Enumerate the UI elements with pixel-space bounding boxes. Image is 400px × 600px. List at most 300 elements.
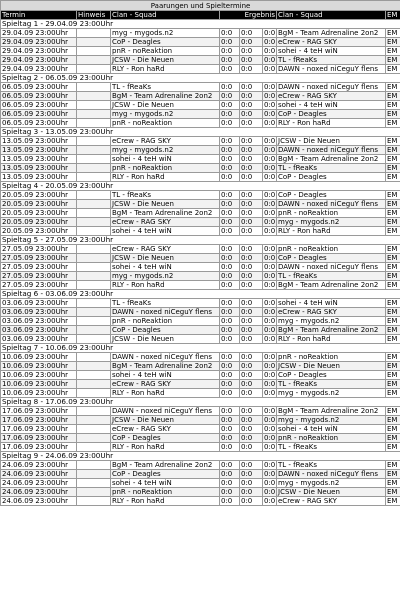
match-row [1,92,400,101]
home-clan-link[interactable]: CoP - Deagles [111,470,220,479]
match-date: 03.06.09 23:00Uhr [1,326,77,335]
match-hinweis [77,110,111,119]
match-hinweis [77,92,111,101]
score-map1: 0:0 [220,101,240,110]
em-label: EM [386,470,400,479]
score-map2: 0:0 [240,470,263,479]
matchday-header-row [1,20,400,29]
match-row [1,56,400,65]
score-map1: 0:0 [220,92,240,101]
match-date: 29.04.09 23:00Uhr [1,65,77,74]
home-clan-link[interactable]: myg - mygods.n2 [111,29,220,38]
em-label: EM [386,416,400,425]
home-clan-link[interactable]: JCSW - Die Neuen [111,101,220,110]
match-hinweis [77,146,111,155]
score-total: 0:0 [264,353,276,361]
away-clan-link[interactable]: pnR - noReaktion [277,434,386,443]
home-clan-link[interactable]: pnR - noReaktion [111,47,220,56]
match-hinweis [77,389,111,398]
score-map1: 0:0 [220,155,240,164]
score-map1: 0:0 [220,209,240,218]
away-clan-link[interactable]: DAWN - noxed niCeguY flens [277,200,386,209]
match-date: 13.05.09 23:00Uhr [1,164,77,173]
match-date: 29.04.09 23:00Uhr [1,56,77,65]
away-clan-link[interactable]: BgM - Team Adrenaline 2on2 [277,407,386,416]
match-row [1,380,400,389]
score-map2: 0:0 [240,308,263,317]
home-clan-link[interactable]: RLY - Ron haRd [111,443,220,452]
match-hinweis [77,263,111,272]
score-total: 0:0 [264,497,276,505]
home-clan-link[interactable]: eCrew - RAG SKY [111,137,220,146]
match-date: 17.06.09 23:00Uhr [1,416,77,425]
match-date: 24.06.09 23:00Uhr [1,470,77,479]
away-clan-link[interactable]: RLY - Ron haRd [277,119,386,128]
match-row [1,479,400,488]
away-clan-link[interactable]: JCSW - Die Neuen [277,137,386,146]
match-row [1,263,400,272]
score-map2: 0:0 [240,407,263,416]
away-clan-link[interactable]: eCrew - RAG SKY [277,308,386,317]
match-date: 24.06.09 23:00Uhr [1,488,77,497]
score-map2: 0:0 [240,65,263,74]
away-clan-link[interactable]: pnR - noReaktion [277,209,386,218]
score-total: 0:0 [264,101,276,109]
em-label: EM [386,209,400,218]
home-clan-link[interactable]: TL - fReaKs [111,191,220,200]
score-map1: 0:0 [220,434,240,443]
score-map1: 0:0 [220,497,240,506]
matchday-title: Spieltag 5 - 27.05.09 23:00Uhr [1,236,400,245]
match-row [1,218,400,227]
score-map2: 0:0 [240,263,263,272]
match-date: 13.05.09 23:00Uhr [1,155,77,164]
score-map2: 0:0 [240,38,263,47]
home-clan-link[interactable]: JCSW - Die Neuen [111,335,220,344]
score-map2: 0:0 [240,92,263,101]
score-map1: 0:0 [220,380,240,389]
score-total: 0:0 [264,470,276,478]
match-date: 03.06.09 23:00Uhr [1,308,77,317]
em-label: EM [386,317,400,326]
match-date: 27.05.09 23:00Uhr [1,272,77,281]
away-clan-link[interactable]: DAWN - noxed niCeguY flens [277,263,386,272]
home-clan-link[interactable]: DAWN - noxed niCeguY flens [111,407,220,416]
away-clan-link[interactable]: RLY - Ron haRd [277,227,386,236]
away-clan-link[interactable]: eCrew - RAG SKY [277,38,386,47]
match-row [1,254,400,263]
match-hinweis [77,281,111,290]
away-clan-link[interactable]: TL - fReaKs [277,380,386,389]
col-header-clan2: Clan - Squad [277,11,386,20]
home-clan-link[interactable]: RLY - Ron haRd [111,497,220,506]
home-clan-link[interactable]: TL - fReaKs [111,299,220,308]
score-total: 0:0 [264,380,276,388]
score-total: 0:0 [264,425,276,433]
col-header-clan1: Clan - Squad [111,11,220,20]
match-hinweis [77,488,111,497]
score-total: 0:0 [264,56,276,64]
match-date: 17.06.09 23:00Uhr [1,443,77,452]
score-map2: 0:0 [240,479,263,488]
em-label: EM [386,326,400,335]
matchday-title: Spieltag 8 - 17.06.09 23:00Uhr [1,398,400,407]
score-map2: 0:0 [240,326,263,335]
away-clan-link[interactable]: BgM - Team Adrenaline 2on2 [277,155,386,164]
match-date: 29.04.09 23:00Uhr [1,47,77,56]
score-total: 0:0 [264,38,276,46]
score-map2: 0:0 [240,488,263,497]
score-map2: 0:0 [240,497,263,506]
away-clan-link[interactable]: DAWN - noxed niCeguY flens [277,470,386,479]
home-clan-link[interactable]: pnR - noReaktion [111,164,220,173]
score-total: 0:0 [264,407,276,415]
away-clan-link[interactable]: sohei - 4 teH wiN [277,425,386,434]
away-clan-link[interactable]: sohei - 4 teH wiN [277,101,386,110]
match-date: 20.05.09 23:00Uhr [1,227,77,236]
score-total: 0:0 [264,65,276,73]
match-hinweis [77,353,111,362]
home-clan-link[interactable]: RLY - Ron haRd [111,173,220,182]
match-hinweis [77,191,111,200]
match-date: 27.05.09 23:00Uhr [1,263,77,272]
home-clan-link[interactable]: RLY - Ron haRd [111,65,220,74]
score-map2: 0:0 [240,245,263,254]
match-hinweis [77,362,111,371]
score-map2: 0:0 [240,173,263,182]
match-date: 10.06.09 23:00Uhr [1,380,77,389]
match-hinweis [77,137,111,146]
score-map1: 0:0 [220,173,240,182]
score-map1: 0:0 [220,479,240,488]
em-label: EM [386,56,400,65]
match-date: 17.06.09 23:00Uhr [1,425,77,434]
score-map1: 0:0 [220,119,240,128]
score-map1: 0:0 [220,407,240,416]
score-map1: 0:0 [220,191,240,200]
home-clan-link[interactable]: JCSW - Die Neuen [111,200,220,209]
away-clan-link[interactable]: CoP - Deagles [277,173,386,182]
score-map1: 0:0 [220,263,240,272]
matchday-title: Spieltag 6 - 03.06.09 23:00Uhr [1,290,400,299]
match-row [1,497,400,506]
table-title: Paarungen und Spieltermine [1,1,400,11]
home-clan-link[interactable]: BgM - Team Adrenaline 2on2 [111,92,220,101]
away-clan-link[interactable]: sohei - 4 teH wiN [277,299,386,308]
em-label: EM [386,101,400,110]
home-clan-link[interactable]: eCrew - RAG SKY [111,218,220,227]
score-total: 0:0 [264,488,276,496]
away-clan-link[interactable]: pnR - noReaktion [277,245,386,254]
match-date: 27.05.09 23:00Uhr [1,281,77,290]
score-total: 0:0 [264,272,276,280]
match-date: 20.05.09 23:00Uhr [1,218,77,227]
match-date: 29.04.09 23:00Uhr [1,29,77,38]
em-label: EM [386,299,400,308]
home-clan-link[interactable]: JCSW - Die Neuen [111,416,220,425]
away-clan-link[interactable]: JCSW - Die Neuen [277,362,386,371]
match-date: 10.06.09 23:00Uhr [1,389,77,398]
home-clan-link[interactable]: JCSW - Die Neuen [111,56,220,65]
match-hinweis [77,38,111,47]
home-clan-link[interactable]: BgM - Team Adrenaline 2on2 [111,209,220,218]
em-label: EM [386,461,400,470]
score-map1: 0:0 [220,254,240,263]
em-label: EM [386,407,400,416]
score-total: 0:0 [264,110,276,118]
em-label: EM [386,497,400,506]
away-clan-link[interactable]: eCrew - RAG SKY [277,92,386,101]
match-date: 03.06.09 23:00Uhr [1,299,77,308]
away-clan-link[interactable]: DAWN - noxed niCeguY flens [277,146,386,155]
away-clan-link[interactable]: CoP - Deagles [277,371,386,380]
match-date: 27.05.09 23:00Uhr [1,245,77,254]
match-row [1,389,400,398]
match-row [1,47,400,56]
match-hinweis [77,83,111,92]
score-total: 0:0 [264,92,276,100]
match-date: 10.06.09 23:00Uhr [1,362,77,371]
score-map1: 0:0 [220,461,240,470]
score-map2: 0:0 [240,29,263,38]
away-clan-link[interactable]: eCrew - RAG SKY [277,497,386,506]
away-clan-link[interactable]: CoP - Deagles [277,254,386,263]
match-row [1,272,400,281]
match-row [1,470,400,479]
home-clan-link[interactable]: sohei - 4 teH wiN [111,227,220,236]
score-map2: 0:0 [240,443,263,452]
away-clan-link[interactable]: JCSW - Die Neuen [277,488,386,497]
match-hinweis [77,164,111,173]
match-hinweis [77,407,111,416]
away-clan-link[interactable]: BgM - Team Adrenaline 2on2 [277,326,386,335]
match-row [1,245,400,254]
away-clan-link[interactable]: TL - fReaKs [277,272,386,281]
match-row [1,110,400,119]
home-clan-link[interactable]: sohei - 4 teH wiN [111,371,220,380]
em-label: EM [386,254,400,263]
score-total: 0:0 [264,164,276,172]
home-clan-link[interactable]: pnR - noReaktion [111,488,220,497]
away-clan-link[interactable]: pnR - noReaktion [277,353,386,362]
home-clan-link[interactable]: myg - mygods.n2 [111,146,220,155]
score-total: 0:0 [264,434,276,442]
em-label: EM [386,362,400,371]
match-hinweis [77,29,111,38]
match-hinweis [77,173,111,182]
match-row [1,191,400,200]
away-clan-link[interactable]: DAWN - noxed niCeguY flens [277,65,386,74]
em-label: EM [386,245,400,254]
score-map2: 0:0 [240,83,263,92]
home-clan-link[interactable]: sohei - 4 teH wiN [111,263,220,272]
score-map1: 0:0 [220,218,240,227]
score-map1: 0:0 [220,146,240,155]
away-clan-link[interactable]: sohei - 4 teH wiN [277,47,386,56]
score-map1: 0:0 [220,326,240,335]
score-map2: 0:0 [240,146,263,155]
away-clan-link[interactable]: myg - mygods.n2 [277,317,386,326]
away-clan-link[interactable]: myg - mygods.n2 [277,416,386,425]
score-map2: 0:0 [240,110,263,119]
score-total: 0:0 [264,479,276,487]
match-hinweis [77,101,111,110]
col-header-hinweis: Hinweis [77,11,111,20]
score-total: 0:0 [264,200,276,208]
matchday-title: Spieltag 2 - 06.05.09 23:00Uhr [1,74,400,83]
score-total: 0:0 [264,416,276,424]
score-map2: 0:0 [240,461,263,470]
away-clan-link[interactable]: BgM - Team Adrenaline 2on2 [277,281,386,290]
em-label: EM [386,380,400,389]
score-map2: 0:0 [240,389,263,398]
match-hinweis [77,245,111,254]
match-date: 20.05.09 23:00Uhr [1,200,77,209]
home-clan-link[interactable]: DAWN - noxed niCeguY flens [111,353,220,362]
home-clan-link[interactable]: RLY - Ron haRd [111,389,220,398]
matchday-title: Spieltag 9 - 24.06.09 23:00Uhr [1,452,400,461]
match-date: 06.05.09 23:00Uhr [1,110,77,119]
em-label: EM [386,191,400,200]
score-total: 0:0 [264,137,276,145]
away-clan-link[interactable]: TL - fReaKs [277,56,386,65]
score-total: 0:0 [264,281,276,289]
match-row [1,38,400,47]
score-map2: 0:0 [240,56,263,65]
away-clan-link[interactable]: TL - fReaKs [277,164,386,173]
home-clan-link[interactable]: myg - mygods.n2 [111,110,220,119]
home-clan-link[interactable]: JCSW - Die Neuen [111,254,220,263]
score-total: 0:0 [264,29,276,37]
match-hinweis [77,434,111,443]
score-map1: 0:0 [220,245,240,254]
match-hinweis [77,200,111,209]
match-hinweis [77,155,111,164]
score-map2: 0:0 [240,335,263,344]
em-label: EM [386,389,400,398]
match-row [1,407,400,416]
match-hinweis [77,470,111,479]
score-map2: 0:0 [240,371,263,380]
away-clan-link[interactable]: DAWN - noxed niCeguY flens [277,83,386,92]
score-total: 0:0 [264,308,276,316]
score-total: 0:0 [264,218,276,226]
home-clan-link[interactable]: sohei - 4 teH wiN [111,155,220,164]
score-total: 0:0 [264,83,276,91]
match-hinweis [77,479,111,488]
em-label: EM [386,137,400,146]
away-clan-link[interactable]: myg - mygods.n2 [277,389,386,398]
home-clan-link[interactable]: TL - fReaKs [111,83,220,92]
away-clan-link[interactable]: myg - mygods.n2 [277,479,386,488]
match-row [1,362,400,371]
home-clan-link[interactable]: eCrew - RAG SKY [111,245,220,254]
match-hinweis [77,497,111,506]
em-label: EM [386,155,400,164]
score-map1: 0:0 [220,65,240,74]
match-date: 24.06.09 23:00Uhr [1,461,77,470]
score-map2: 0:0 [240,254,263,263]
score-map1: 0:0 [220,29,240,38]
match-hinweis [77,416,111,425]
home-clan-link[interactable]: RLY - Ron haRd [111,281,220,290]
em-label: EM [386,335,400,344]
match-date: 20.05.09 23:00Uhr [1,191,77,200]
home-clan-link[interactable]: pnR - noReaktion [111,317,220,326]
home-clan-link[interactable]: BgM - Team Adrenaline 2on2 [111,461,220,470]
home-clan-link[interactable]: eCrew - RAG SKY [111,425,220,434]
matchday-header-row [1,398,400,407]
score-map2: 0:0 [240,353,263,362]
match-hinweis [77,380,111,389]
match-hinweis [77,65,111,74]
score-total: 0:0 [264,146,276,154]
score-map1: 0:0 [220,317,240,326]
match-hinweis [77,227,111,236]
home-clan-link[interactable]: pnR - noReaktion [111,119,220,128]
away-clan-link[interactable]: myg - mygods.n2 [277,218,386,227]
home-clan-link[interactable]: CoP - Deagles [111,326,220,335]
score-total: 0:0 [264,119,276,127]
home-clan-link[interactable]: myg - mygods.n2 [111,272,220,281]
home-clan-link[interactable]: eCrew - RAG SKY [111,380,220,389]
match-row [1,308,400,317]
home-clan-link[interactable]: DAWN - noxed niCeguY flens [111,308,220,317]
match-row [1,209,400,218]
match-hinweis [77,254,111,263]
em-label: EM [386,200,400,209]
away-clan-link[interactable]: CoP - Deagles [277,191,386,200]
match-row [1,434,400,443]
home-clan-link[interactable]: BgM - Team Adrenaline 2on2 [111,362,220,371]
score-map1: 0:0 [220,470,240,479]
score-map2: 0:0 [240,380,263,389]
score-total: 0:0 [264,335,276,343]
away-clan-link[interactable]: CoP - Deagles [277,110,386,119]
match-row [1,281,400,290]
score-total: 0:0 [264,317,276,325]
match-date: 17.06.09 23:00Uhr [1,434,77,443]
away-clan-link[interactable]: RLY - Ron haRd [277,335,386,344]
score-map2: 0:0 [240,209,263,218]
score-map1: 0:0 [220,56,240,65]
away-clan-link[interactable]: BgM - Team Adrenaline 2on2 [277,29,386,38]
match-row [1,443,400,452]
score-map2: 0:0 [240,272,263,281]
em-label: EM [386,83,400,92]
match-row [1,101,400,110]
score-map2: 0:0 [240,164,263,173]
score-map1: 0:0 [220,353,240,362]
home-clan-link[interactable]: CoP - Deagles [111,434,220,443]
col-header-em: EM [386,11,400,20]
home-clan-link[interactable]: sohei - 4 teH wiN [111,479,220,488]
match-date: 06.05.09 23:00Uhr [1,92,77,101]
matchday-header-row [1,344,400,353]
em-label: EM [386,65,400,74]
score-map1: 0:0 [220,362,240,371]
match-hinweis [77,218,111,227]
away-clan-link[interactable]: TL - fReaKs [277,443,386,452]
match-row [1,461,400,470]
score-total: 0:0 [264,227,276,235]
match-date: 17.06.09 23:00Uhr [1,407,77,416]
match-hinweis [77,209,111,218]
away-clan-link[interactable]: TL - fReaKs [277,461,386,470]
home-clan-link[interactable]: CoP - Deagles [111,38,220,47]
matchday-title: Spieltag 1 - 29.04.09 23:00Uhr [1,20,400,29]
em-label: EM [386,92,400,101]
